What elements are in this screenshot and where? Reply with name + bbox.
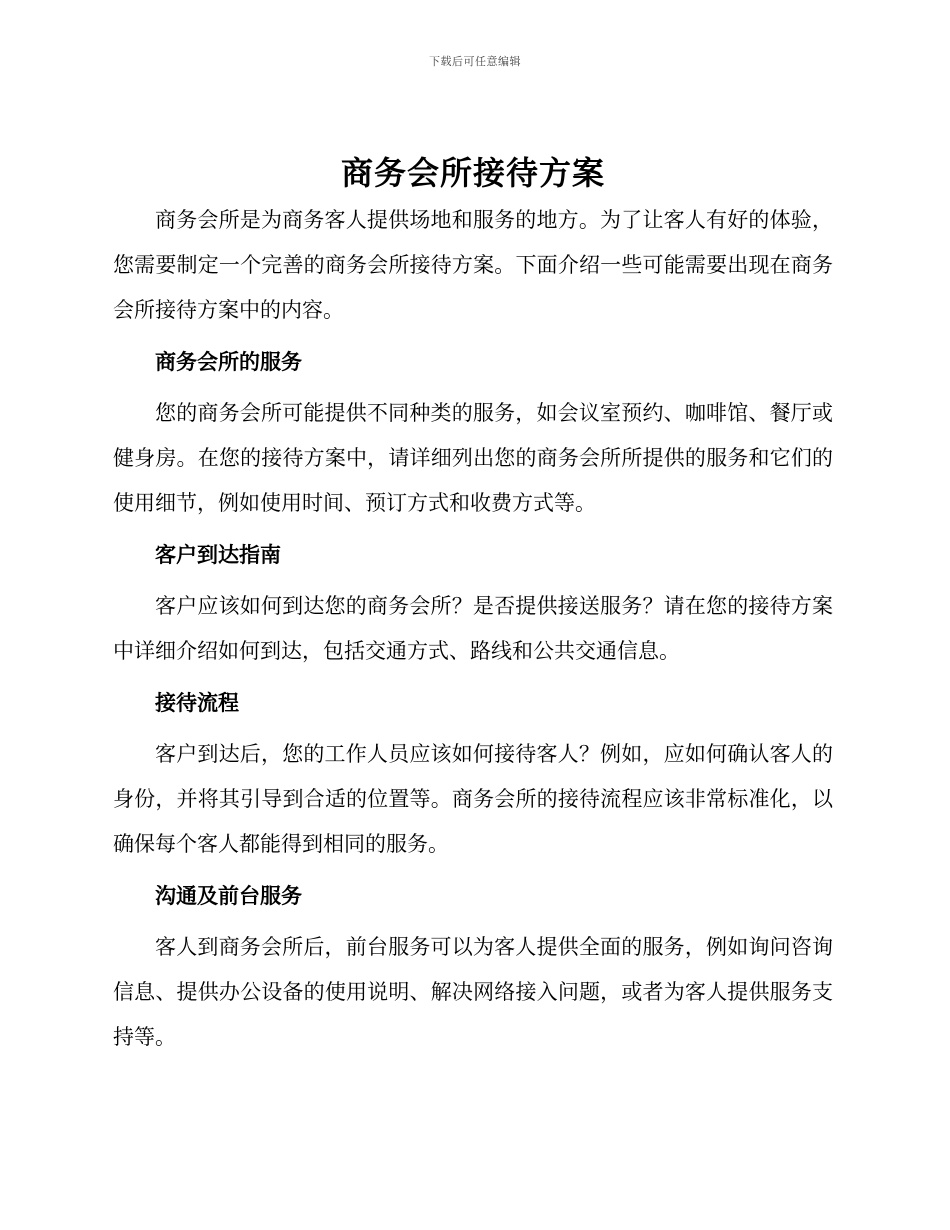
section-body-reception-process: 客户到达后，您的工作人员应该如何接待客人？例如，应如何确认客人的身份，并将其引导到合适的位置等。商务会所的接待流程应该非常标准化，以确保每个客人都能得到相同的服务。 <box>113 742 833 856</box>
header-note: 下载后可任意编辑 <box>429 55 521 68</box>
document-body <box>113 148 833 1060</box>
section-body-front-desk: 客人到商务会所后，前台服务可以为客人提供全面的服务，例如询问咨询信息、提供办公设备的使用说明、解决网络接入问题，或者为客人提供服务支持等。 <box>113 935 833 1049</box>
section-heading-services: 商务会所的服务 <box>155 350 302 374</box>
section-body-services: 您的商务会所可能提供不同种类的服务，如会议室预约、咖啡馆、餐厅或健身房。在您的接待方案中，请详细列出您的商务会所所提供的服务和它们的使用细节，例如使用时间、预订方式和收费方式等。 <box>113 401 833 515</box>
section-heading-front-desk: 沟通及前台服务 <box>155 884 302 908</box>
intro-paragraph: 商务会所是为商务客人提供场地和服务的地方。为了让客人有好的体验，您需要制定一个完善的商务会所接待方案。下面介绍一些可能需要出现在商务会所接待方案中的内容。 <box>113 208 833 322</box>
section-body-arrival: 客户应该如何到达您的商务会所？是否提供接送服务？请在您的接待方案中详细介绍如何到达，包括交通方式、路线和公共交通信息。 <box>113 594 833 663</box>
section-heading-arrival: 客户到达指南 <box>155 543 281 567</box>
document-title: 商务会所接待方案 <box>340 154 605 192</box>
section-heading-reception-process: 接待流程 <box>155 691 239 715</box>
